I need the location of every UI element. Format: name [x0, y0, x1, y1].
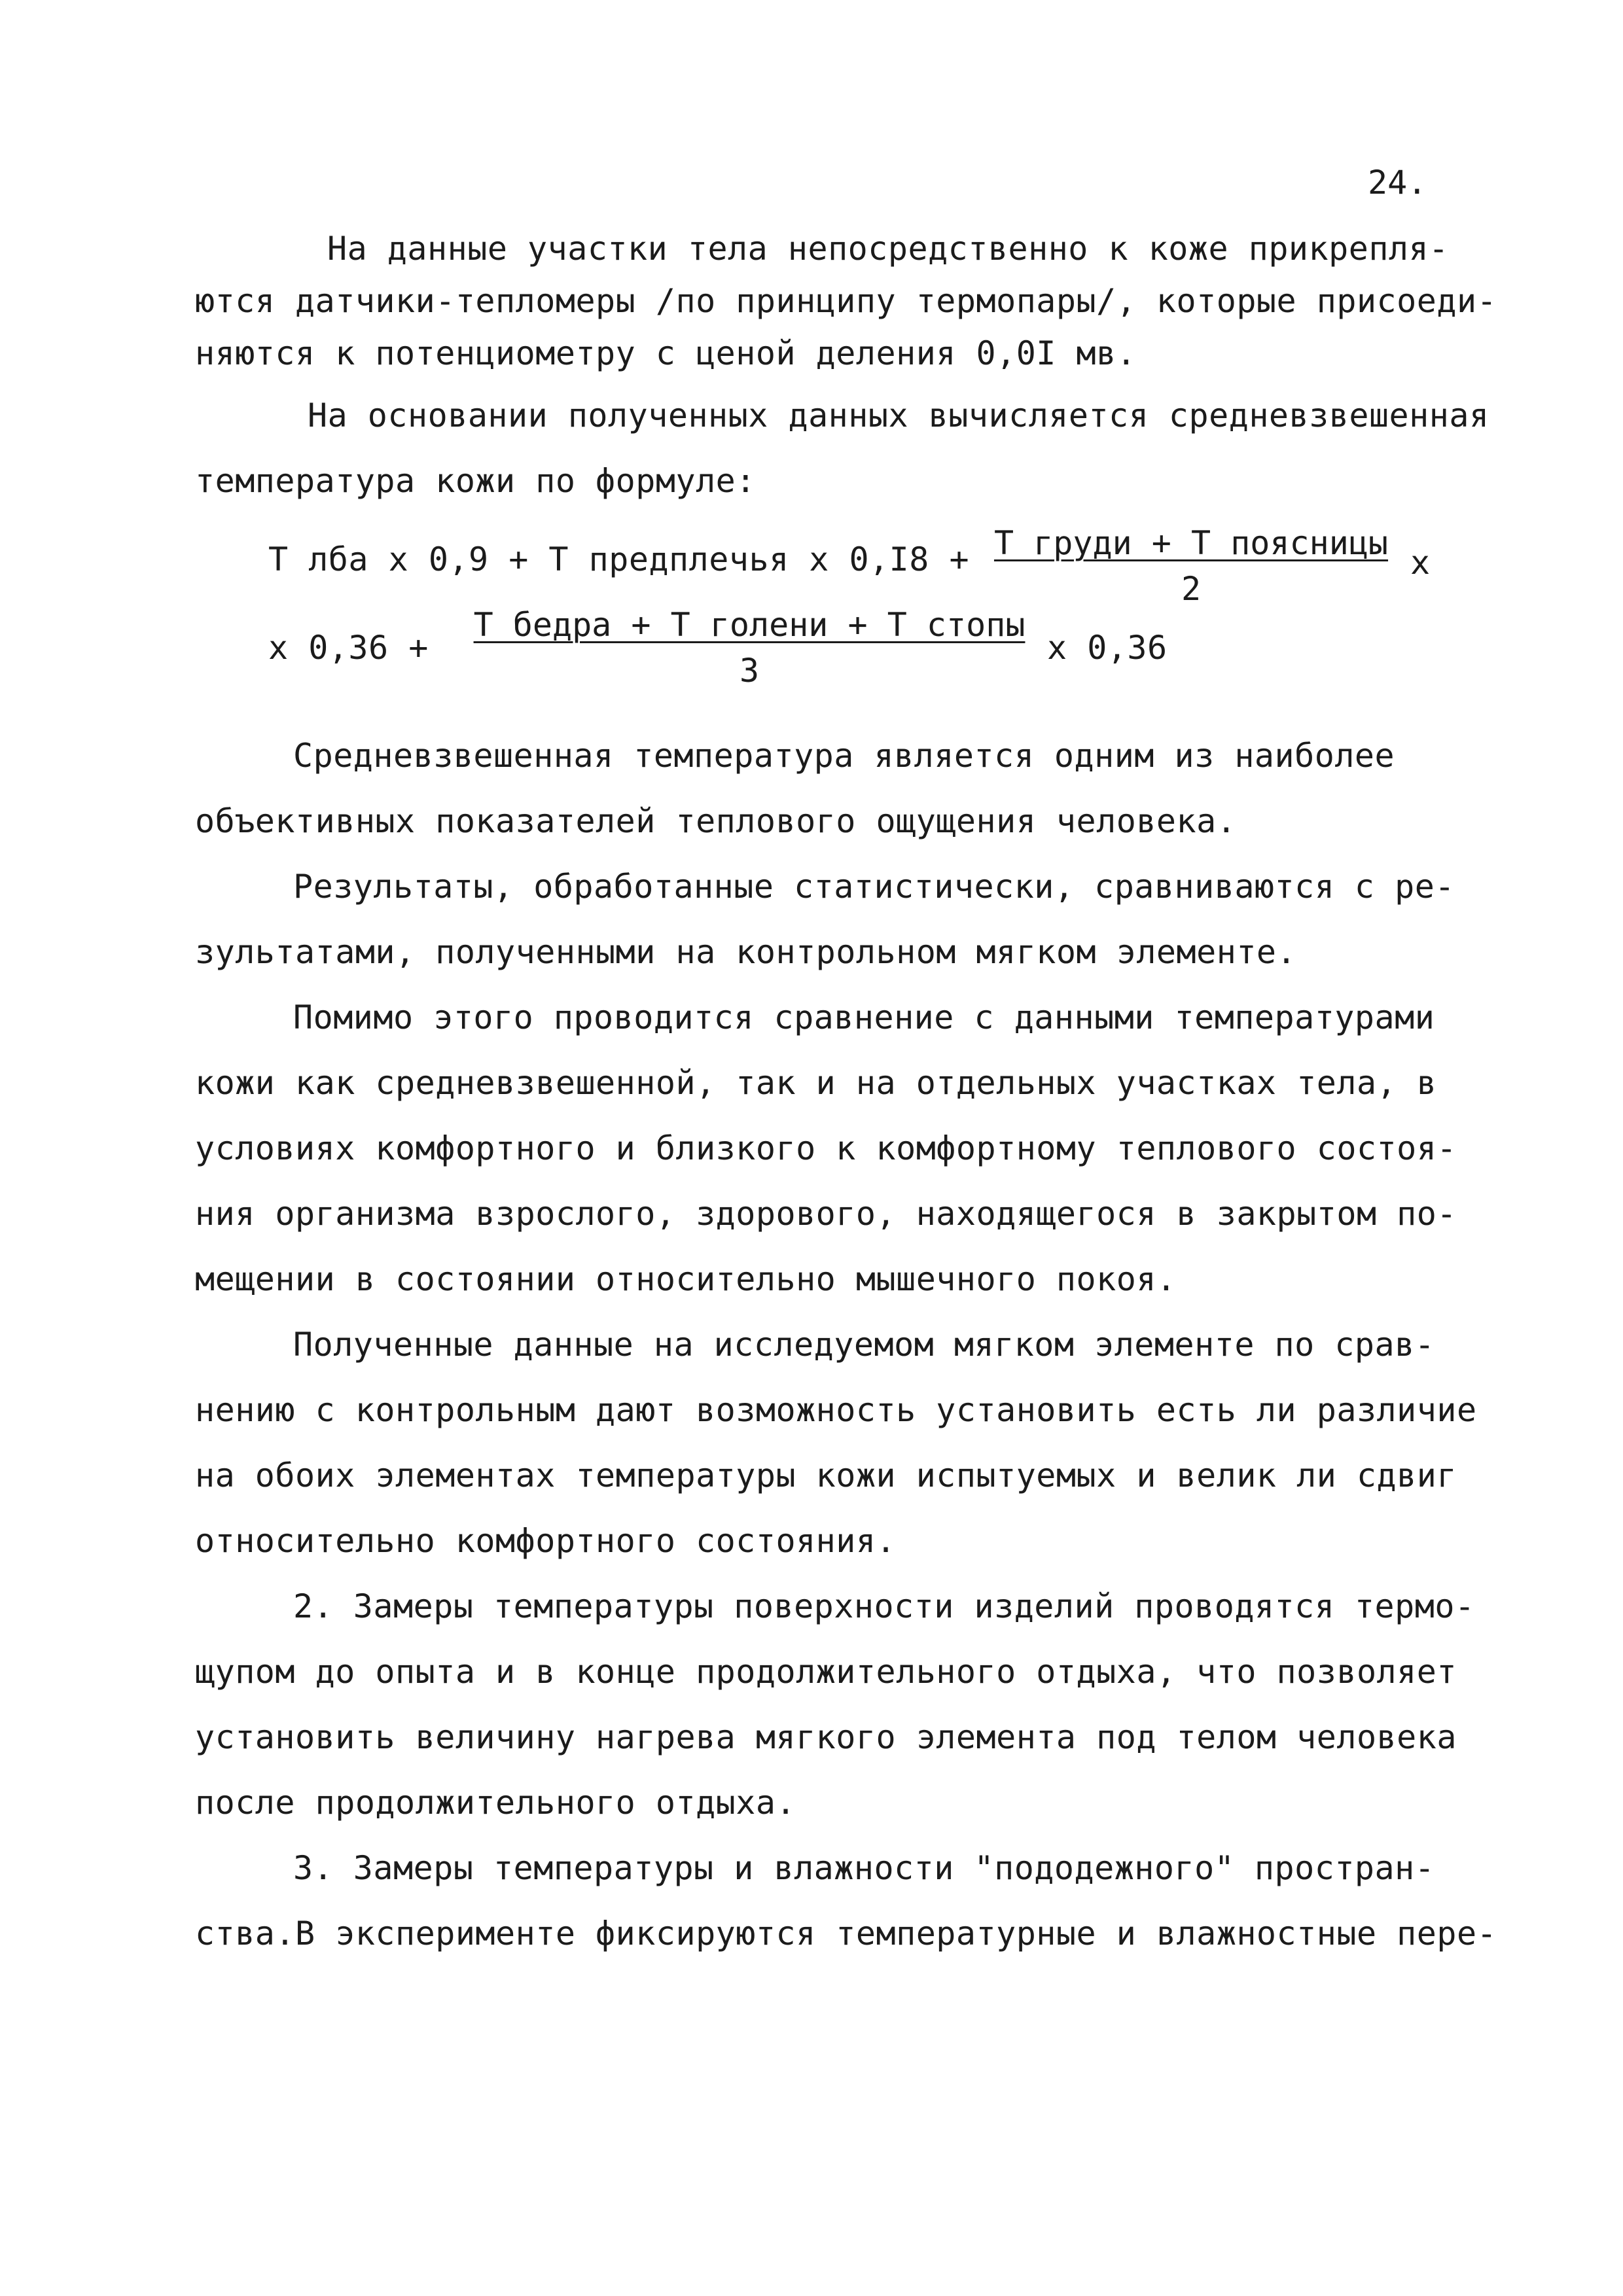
text-line: 3. Замеры температуры и влажности "пододежного" простран- [293, 1849, 1435, 1887]
text-line: На основании полученных данных вычисляется средневзвешенная [308, 397, 1489, 434]
formula-line2-tail: х 0,36 [1047, 629, 1168, 667]
text-line: температура кожи по формуле: [195, 462, 756, 500]
text-line: объективных показателей теплового ощущения человека. [195, 802, 1237, 840]
fraction-2-numerator: Т бедра + Т голени + Т стопы [473, 606, 1026, 644]
text-line: после продолжительного отдыха. [195, 1784, 796, 1822]
fraction-2-denominator: 3 [739, 652, 760, 690]
text-line: 2. Замеры температуры поверхности изделий проводятся термо- [293, 1587, 1475, 1625]
text-line: относительно комфортного состояния. [195, 1522, 897, 1560]
text-line: ния организма взрослого, здорового, находящегося в закрытом по- [195, 1195, 1457, 1233]
text-line: мещении в состоянии относительно мышечного покоя. [195, 1260, 1177, 1298]
text-line: няются к потенциометру с ценой деления 0,0I мв. [195, 334, 1137, 372]
text-line: на обоих элементах температуры кожи испытуемых и велик ли сдвиг [195, 1457, 1457, 1494]
text-line: кожи как средневзвешенной, так и на отдельных участках тела, в [195, 1064, 1437, 1102]
text-line: Полученные данные на исследуемом мягком элементе по срав- [293, 1326, 1435, 1364]
text-line: Результаты, обработанные статистически, сравниваются с ре- [293, 868, 1455, 906]
page-number: 24. [1368, 164, 1427, 202]
text-line: установить величину нагрева мягкого элемента под телом человека [195, 1718, 1457, 1756]
text-line: щупом до опыта и в конце продолжительного отдыха, что позволяет [195, 1653, 1457, 1691]
text-line: зультатами, полученными на контрольном мягком элементе. [195, 933, 1297, 971]
fraction-1-numerator: Т груди + Т поясницы [993, 524, 1389, 562]
text-line: нению с контрольным дают возможность установить есть ли различие [195, 1391, 1477, 1429]
formula-line2-lead: х 0,36 + [268, 629, 429, 667]
text-line: условиях комфортного и близкого к комфортному теплового состоя- [195, 1129, 1457, 1167]
formula-fraction-2 [468, 605, 1031, 690]
formula-line1-tail: х [1410, 544, 1431, 582]
text-line: ства.В эксперименте фиксируются температурные и влажностные пере- [195, 1915, 1497, 1952]
text-line: ются датчики-тепломеры /по принципу термопары/, которые присоеди- [195, 282, 1497, 320]
fraction-1-denominator: 2 [1181, 570, 1202, 608]
formula-line1-lead: Т лба х 0,9 + Т предплечья х 0,I8 + [268, 540, 970, 578]
text-line: Помимо этого проводится сравнение с данными температурами [293, 998, 1435, 1036]
text-line: На данные участки тела непосредственно к коже прикрепля- [327, 230, 1449, 268]
formula-fraction-1 [988, 523, 1394, 609]
text-line: Средневзвешенная температура является одним из наиболее [293, 737, 1395, 775]
